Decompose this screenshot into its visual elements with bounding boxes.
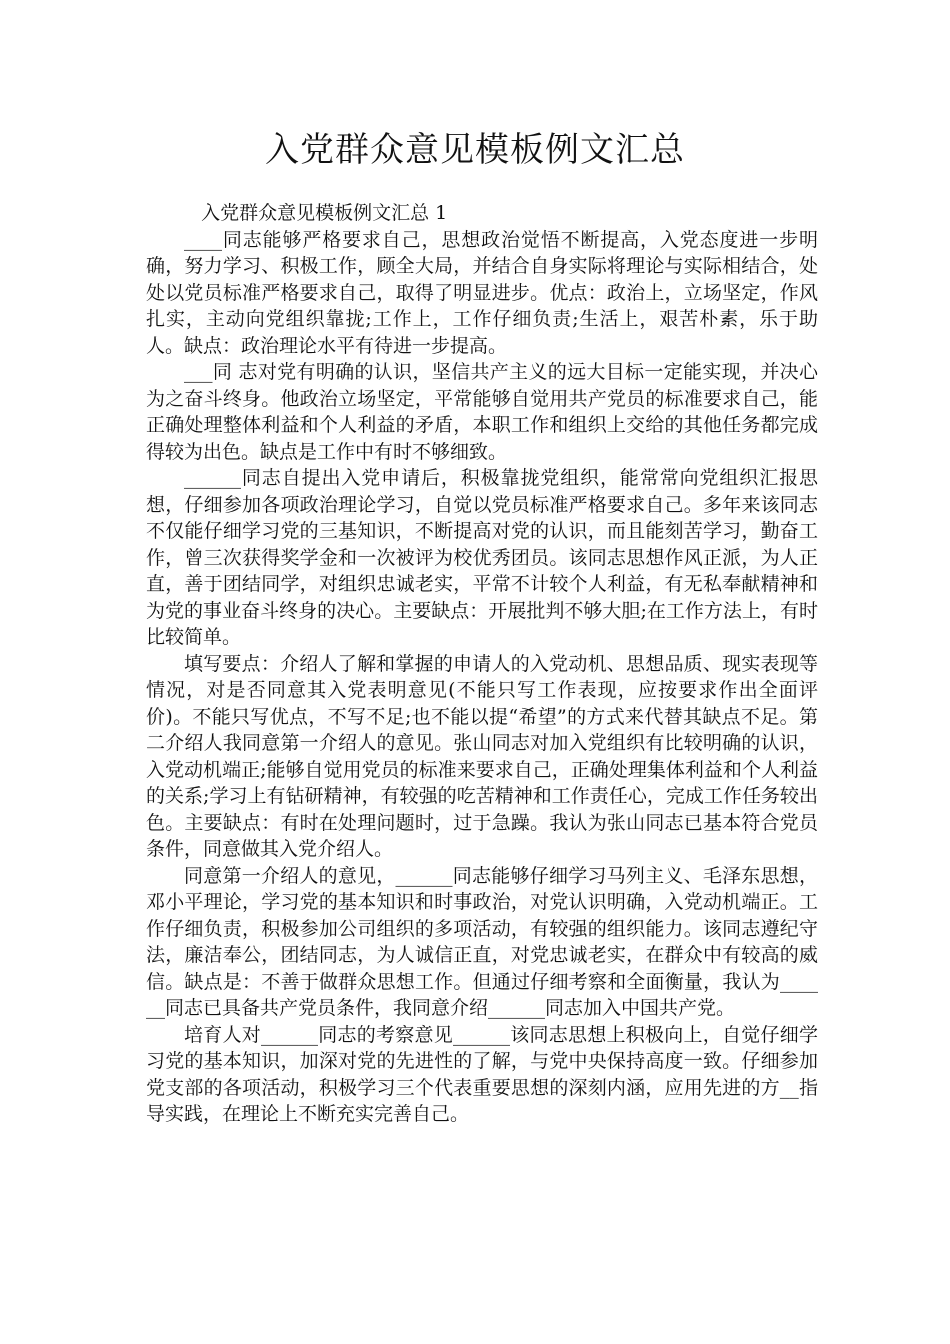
paragraph-3: ______同志自提出入党申请后，积极靠拢党组织，能常常向党组织汇报思想，仔细参加各项政治理论学习，自觉以党员标准严格要求自己。多年来该同志不仅能仔细学习党的三基知识，不断提高对党的认识，而且能刻苦学习，勤奋工作，曾三次获得奖学金和一次被评为校优秀团员。该同志思想作风正派，为人正直，善于团结同学，对组织忠诚老实，平常不计较个人利益，有无私奉献精神和为党的事业奋斗终身的决心。主要缺点：开展批判不够大胆;在工作方法上，有时比较简单。	[146, 467, 818, 648]
document-body	[146, 200, 818, 1128]
paragraph-4: 填写要点：介绍人了解和掌握的申请人的入党动机、思想品质、现实表现等情况，对是否同意其入党表明意见(不能只写工作表现，应按要求作出全面评价)。不能只写优点，不写不足;也不能以提“希望”的方式来代替其缺点不足。第二介绍人我同意第一介绍人的意见。张山同志对加入党组织有比较明确的认识，入党动机端正;能够自觉用党员的标准来要求自己，正确处理集体利益和个人利益的关系;学习上有钻研精神，有较强的吃苦精神和工作责任心，完成工作任务较出色。主要缺点：有时在处理问题时，过于急躁。我认为张山同志已基本符合党员条件，同意做其入党介绍人。	[146, 652, 818, 860]
section-subtitle: 入党群众意见模板例文汇总 1	[201, 202, 448, 224]
paragraph-6: 培育人对______同志的考察意见______该同志思想上积极向上，自觉仔细学习党的基本知识，加深对党的先进性的了解，与党中央保持高度一致。仔细参加党支部的各项活动，积极学习三个代表重要思想的深刻内涵，应用先进的方__指导实践，在理论上不断充实完善自己。	[146, 1023, 818, 1125]
document-title: 入党群众意见模板例文汇总	[265, 130, 685, 170]
paragraph-5: 同意第一介绍人的意见，______同志能够仔细学习马列主义、毛泽东思想，邓小平理论，学习党的基本知识和时事政治，对党认识明确，入党动机端正。工作仔细负责，积极参加公司组织的多项活动，有较强的组织能力。该同志遵纪守法，廉洁奉公，团结同志，为人诚信正直，对党忠诚老实，在群众中有较高的威信。缺点是：不善于做群众思想工作。但通过仔细考察和全面衡量，我认为______同志已具备共产党员条件，我同意介绍______同志加入中国共产党。	[146, 864, 818, 1019]
paragraph-2: ___同 志对党有明确的认识，坚信共产主义的远大目标一定能实现，并决心为之奋斗终身。他政治立场坚定，平常能够自觉用共产党员的标准要求自己，能正确处理整体利益和个人利益的矛盾，本职工作和组织上交给的其他任务都完成得较为出色。缺点是工作中有时不够细致。	[146, 361, 818, 463]
paragraph-1: ____同志能够严格要求自己，思想政治觉悟不断提高，入党态度进一步明确，努力学习、积极工作，顾全大局，并结合自身实际将理论与实际相结合，处处以党员标准严格要求自己，取得了明显进步。优点：政治上，立场坚定，作风扎实，主动向党组织靠拢;工作上，工作仔细负责;生活上，艰苦朴素，乐于助人。缺点：政治理论水平有待进一步提高。	[146, 228, 818, 357]
